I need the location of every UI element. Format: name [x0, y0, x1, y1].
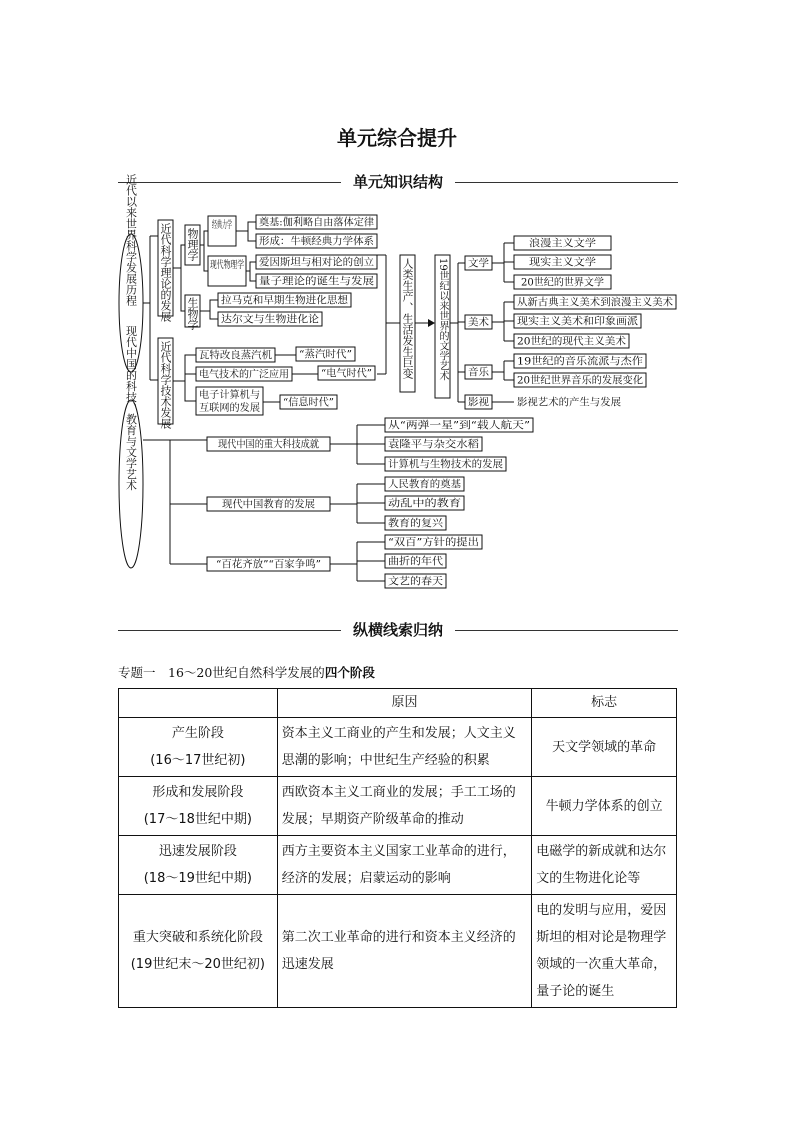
- mark-cell: 电磁学的新成就和达尔文的生物进化论等: [532, 836, 677, 895]
- fine-arts-label: 美术: [468, 317, 488, 329]
- header-cell-mark: 标志: [532, 689, 677, 718]
- biology-label: 生物学: [186, 297, 199, 330]
- stage-cell: 迅速发展阶段 (18～19世纪中期): [119, 836, 278, 895]
- music20-text: 20世纪世界音乐的发展变化: [517, 375, 640, 387]
- table-row: [119, 718, 677, 777]
- stages-table: [118, 688, 677, 1008]
- realism-art-text: 现实主义美术和印象画派: [517, 316, 627, 328]
- cs-text: 计算机与生物技术的发展: [388, 459, 498, 471]
- music-label: 音乐: [468, 367, 488, 379]
- table-row: [119, 777, 677, 836]
- topic-heading: 专题一 16～20世纪自然科学发展的四个阶段: [118, 665, 375, 680]
- rice-text: 袁隆平与杂交水稻: [388, 439, 468, 451]
- galileo-text: 奠基:伽利略自由落体定律: [259, 217, 373, 229]
- lamarck-text: 拉马克和早期生物进化思想: [221, 295, 341, 307]
- edu-turmoil-text: 动乱中的教育: [388, 498, 448, 510]
- realism-text: 现实主义文学: [529, 257, 589, 269]
- stage-cell: 形成和发展阶段 (17～18世纪中期): [119, 777, 278, 836]
- quantum-text: 量子理论的诞生与发展: [259, 276, 359, 288]
- modern-tech-label: 近代科学技术发展: [159, 341, 172, 429]
- newton-text: 形成：牛顿经典力学体系: [259, 236, 369, 248]
- section-heading-clues: 纵横线索归纳: [118, 620, 678, 640]
- romanticism-text: 浪漫主义文学: [529, 238, 589, 250]
- classical-mech-label: 经典力学: [212, 220, 252, 231]
- cause-cell: 西方主要资本主义国家工业革命的进行，经济的发展；启蒙运动的影响: [277, 836, 532, 895]
- mark-cell: 电的发明与应用，爱因斯坦的相对论是物理学领域的一次重大革命，量子论的诞生: [532, 895, 677, 1008]
- china-edu-text: 现代中国教育的发展: [222, 499, 312, 511]
- table-row: [119, 895, 677, 1008]
- stage-cell: 产生阶段 (16～17世纪初): [119, 718, 278, 777]
- info-age-text: “信息时代”: [283, 397, 334, 409]
- header-cell-cause: 原因: [277, 689, 532, 718]
- modern-science-label: 近代科学理论的发展: [159, 223, 172, 322]
- neoclassical-text: 从新古典主义美术到浪漫主义美术: [517, 297, 667, 309]
- root-bottom-label: 现代中国的科技、教育与文学艺术: [124, 325, 138, 491]
- double-hundred-text: “双百”方针的提出: [388, 537, 469, 549]
- root-top-label: 近代以来世界科学发展历程: [124, 174, 138, 306]
- modernism-art-text: 20世纪的现代主义美术: [517, 336, 620, 348]
- film-art-text: 影视艺术的产生与发展: [517, 397, 617, 409]
- electric-age-text: “电气时代”: [321, 368, 372, 380]
- einstein-text: 爱因斯坦与相对论的创立: [259, 257, 369, 269]
- cause-cell: 第二次工业革命的进行和资本主义经济的迅速发展: [277, 895, 532, 1008]
- edu-found-text: 人民教育的奠基: [388, 479, 458, 491]
- table-row: [119, 836, 677, 895]
- mark-cell: 天文学领域的革命: [532, 718, 677, 777]
- literature-art-label: 19世纪以来世界的文学艺术: [437, 258, 448, 381]
- cause-cell: 资本主义工商业的产生和发展；人文主义思潮的影响；中世纪生产经验的积累: [277, 718, 532, 777]
- bombs-text: 从“两弹一星”到“载人航天”: [388, 420, 509, 432]
- mark-cell: 牛顿力学体系的创立: [532, 777, 677, 836]
- cause-cell: 西欧资本主义工商业的发展；手工工场的发展；早期资产阶级革命的推动: [277, 777, 532, 836]
- electric-text: 电气技术的广泛应用: [199, 369, 289, 381]
- china-tech-text: 现代中国的重大科技成就: [218, 439, 328, 451]
- computer-text-line1: 电子计算机与: [199, 390, 259, 401]
- watt-text: 瓦特改良蒸汽机: [199, 350, 269, 362]
- film-label: 影视: [468, 397, 488, 409]
- hundred-text: “百花齐放”“百家争鸣”: [216, 559, 317, 571]
- twists-text: 曲折的年代: [388, 556, 438, 568]
- computer-text-line2: 互联网的发展: [199, 403, 259, 414]
- section-heading-structure: 单元知识结构: [118, 172, 678, 192]
- spring-text: 文艺的春天: [388, 576, 438, 588]
- modern-physics-label: 现代物理学: [210, 260, 260, 271]
- page-title: 单元综合提升: [337, 126, 457, 150]
- stage-cell: 重大突破和系统化阶段 (19世纪末～20世纪初): [119, 895, 278, 1008]
- music19-text: 19世纪的音乐流派与杰作: [517, 356, 630, 368]
- literature-label: 文学: [468, 258, 488, 270]
- lit20-text: 20世纪的世界文学: [521, 277, 604, 289]
- edu-revival-text: 教育的复兴: [388, 518, 438, 530]
- life-change-label: 人类生产、生活发生巨变: [401, 258, 414, 379]
- darwin-text: 达尔文与生物进化论: [221, 314, 311, 326]
- table-header-row: [119, 689, 677, 718]
- header-cell-stage: [119, 689, 278, 718]
- steam-age-text: “蒸汽时代”: [299, 349, 350, 361]
- physics-label: 物理学: [186, 228, 199, 261]
